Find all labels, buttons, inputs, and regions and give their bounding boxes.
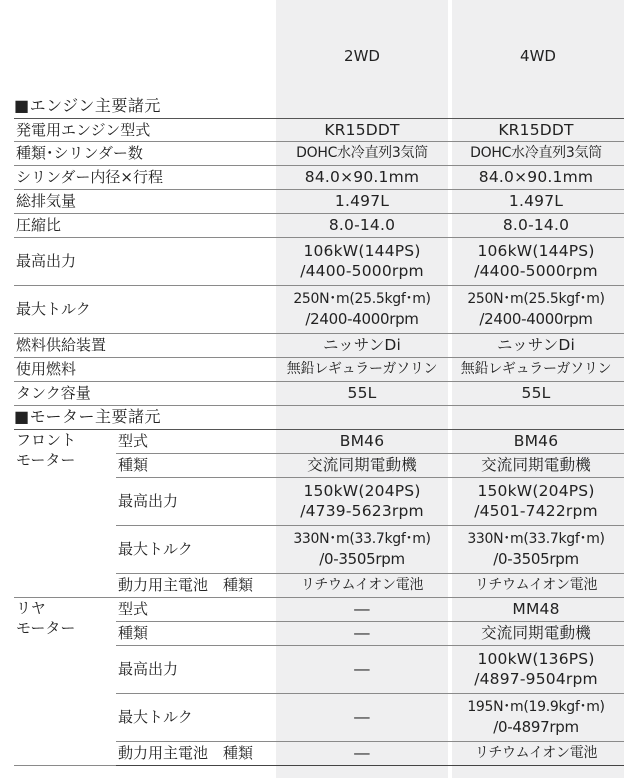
value-2wd [276, 285, 448, 333]
value-4wd [448, 285, 624, 333]
row-label: 最高出力 [116, 645, 276, 693]
value-4wd-line2: /2400-4000rpm [479, 310, 593, 328]
row-label: 動力用主電池 種類 [116, 573, 276, 597]
row-label: タンク容量 [14, 381, 276, 405]
value-4wd-line1: 100kW(136PS) [477, 650, 595, 668]
motor-section-header [14, 405, 624, 429]
table-row [14, 141, 624, 165]
table-row [14, 333, 624, 357]
engine-section-header [14, 94, 624, 118]
value-2wd: 8.0-14.0 [276, 213, 448, 237]
row-label: 圧縮比 [14, 213, 276, 237]
rear-motor-group-line2: モーター [16, 618, 76, 637]
value-2wd: ニッサンDi [276, 333, 448, 357]
value-4wd: 交流同期電動機 [448, 453, 624, 477]
value-4wd-line1: 330N･m(33.7kgf･m) [467, 531, 605, 547]
table-row [14, 429, 624, 453]
engine-section-title: ■エンジン主要諸元 [14, 94, 276, 118]
row-label: 最高出力 [14, 237, 276, 285]
value-4wd-line2: /0-4897rpm [493, 718, 579, 736]
value-4wd-line1: 106kW(144PS) [477, 242, 595, 260]
table-row [14, 285, 624, 333]
value-4wd: 1.497L [448, 189, 624, 213]
value-2wd: ― [276, 693, 448, 741]
rear-motor-group-line1: リヤ [16, 598, 46, 617]
value-4wd [448, 693, 624, 741]
value-2wd: DOHC水冷直列3気筒 [276, 141, 448, 165]
value-4wd [448, 525, 624, 573]
value-4wd: リチウムイオン電池 [448, 741, 624, 765]
value-2wd-line2: /4739-5623rpm [300, 502, 424, 520]
value-4wd-line1: 195N･m(19.9kgf･m) [467, 699, 605, 715]
value-4wd-line1: 250N･m(25.5kgf･m) [467, 291, 605, 307]
row-label: 総排気量 [14, 189, 276, 213]
row-label: 燃料供給装置 [14, 333, 276, 357]
row-label: シリンダー内径×行程 [14, 165, 276, 189]
value-4wd: 84.0×90.1mm [448, 165, 624, 189]
value-4wd: BM46 [448, 429, 624, 453]
row-label: 発電用エンジン型式 [14, 118, 276, 141]
table-row [14, 189, 624, 213]
value-2wd: ― [276, 597, 448, 621]
row-label: 種類･シリンダー数 [14, 141, 276, 165]
value-2wd-line1: 250N･m(25.5kgf･m) [293, 291, 431, 307]
column-header-2wd: 2WD [344, 47, 380, 65]
table-row [14, 237, 624, 285]
value-4wd-line2: /4400-5000rpm [474, 262, 598, 280]
table-row [14, 597, 624, 621]
value-2wd-line2: /4400-5000rpm [300, 262, 424, 280]
value-2wd: ― [276, 621, 448, 645]
row-label: 最大トルク [14, 285, 276, 333]
value-2wd: 84.0×90.1mm [276, 165, 448, 189]
value-2wd-line2: /0-3505rpm [319, 550, 405, 568]
row-label: 種類 [116, 621, 276, 645]
row-label: 動力用主電池 種類 [116, 741, 276, 765]
table-row [14, 357, 624, 381]
row-label: 最大トルク [116, 693, 276, 741]
value-2wd-line2: /2400-4000rpm [305, 310, 419, 328]
value-4wd: DOHC水冷直列3気筒 [448, 141, 624, 165]
rear-motor-group-label [14, 597, 116, 765]
value-4wd: 8.0-14.0 [448, 213, 624, 237]
table-row [14, 118, 624, 141]
value-4wd-line1: 150kW(204PS) [477, 482, 595, 500]
row-label: 種類 [116, 453, 276, 477]
value-4wd: MM48 [448, 597, 624, 621]
value-2wd: ― [276, 741, 448, 765]
value-2wd: 交流同期電動機 [276, 453, 448, 477]
table-row [14, 381, 624, 405]
value-4wd: 無鉛レギュラーガソリン [448, 357, 624, 381]
value-2wd: BM46 [276, 429, 448, 453]
value-2wd-line1: 106kW(144PS) [303, 242, 421, 260]
value-4wd-line2: /4897-9504rpm [474, 670, 598, 688]
table-row [14, 213, 624, 237]
value-2wd [276, 525, 448, 573]
value-4wd [448, 477, 624, 525]
table-row [14, 165, 624, 189]
value-2wd: 無鉛レギュラーガソリン [276, 357, 448, 381]
value-2wd: リチウムイオン電池 [276, 573, 448, 597]
value-4wd: リチウムイオン電池 [448, 573, 624, 597]
row-label: 最高出力 [116, 477, 276, 525]
value-4wd: ニッサンDi [448, 333, 624, 357]
value-2wd: KR15DDT [276, 118, 448, 141]
value-2wd-line1: 330N･m(33.7kgf･m) [293, 531, 431, 547]
value-2wd [276, 237, 448, 285]
value-2wd: 55L [276, 381, 448, 405]
front-motor-group-label [14, 429, 116, 597]
column-header-4wd: 4WD [520, 47, 556, 65]
motor-section-title: ■モーター主要諸元 [14, 405, 276, 429]
value-4wd: 55L [448, 381, 624, 405]
value-4wd-line2: /4501-7422rpm [474, 502, 598, 520]
value-2wd: ― [276, 645, 448, 693]
row-label: 型式 [116, 597, 276, 621]
value-2wd-line1: 150kW(204PS) [303, 482, 421, 500]
value-4wd-line2: /0-3505rpm [493, 550, 579, 568]
value-2wd: 1.497L [276, 189, 448, 213]
row-label: 最大トルク [116, 525, 276, 573]
row-label: 型式 [116, 429, 276, 453]
value-4wd: 交流同期電動機 [448, 621, 624, 645]
spec-table [14, 94, 624, 766]
value-2wd [276, 477, 448, 525]
value-4wd: KR15DDT [448, 118, 624, 141]
front-motor-group-line1: フロント [16, 430, 77, 449]
row-label: 使用燃料 [14, 357, 276, 381]
value-4wd [448, 645, 624, 693]
value-4wd [448, 237, 624, 285]
front-motor-group-line2: モーター [16, 450, 76, 469]
